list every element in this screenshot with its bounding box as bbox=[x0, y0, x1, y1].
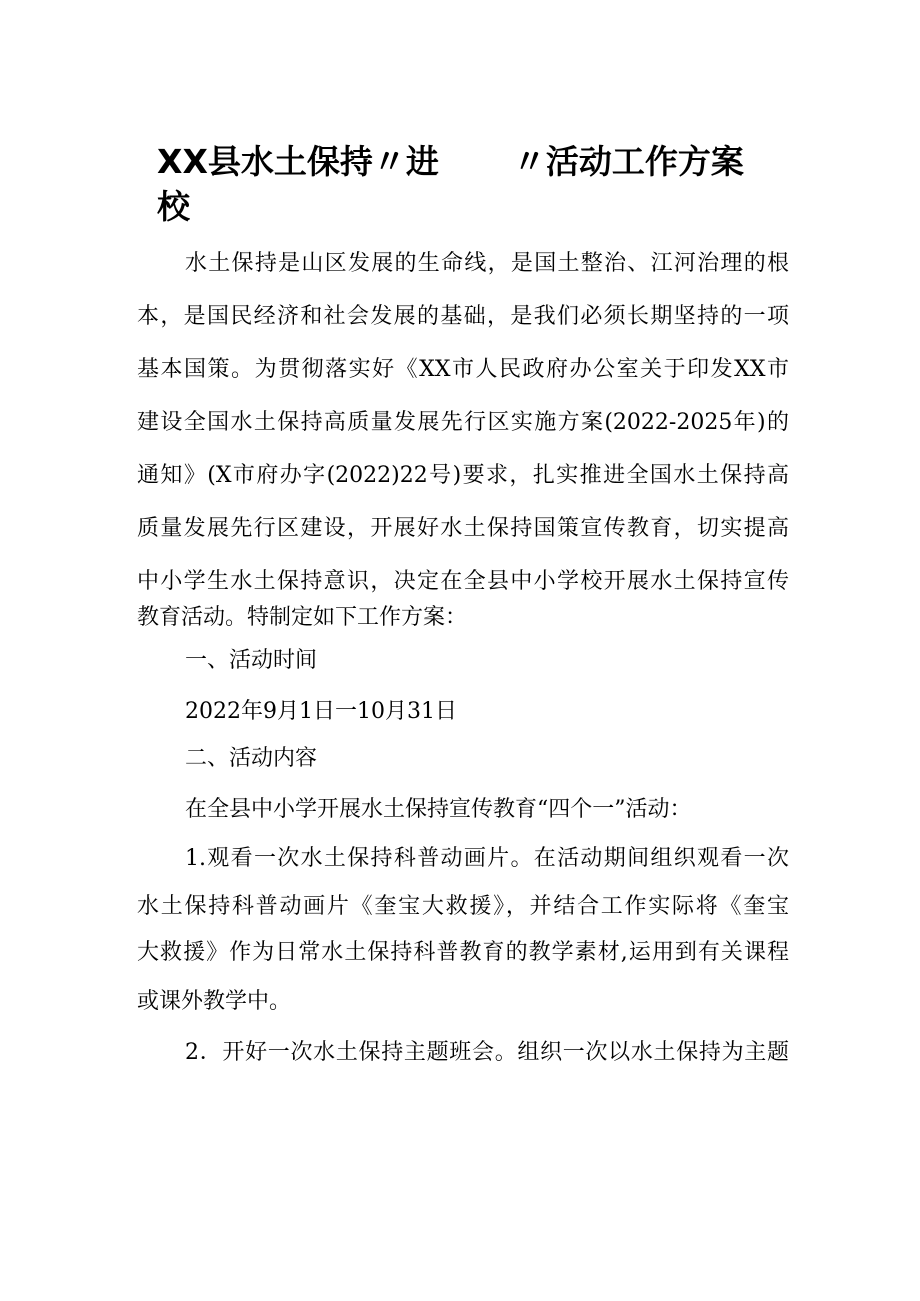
item-1-line-3: 大救援》作为日常水土保持科普教育的教学素材,运用到有关课程 bbox=[137, 940, 789, 965]
intro-line-4: 建设全国水土保持高质量发展先行区实施方案(2022-2025年)的 bbox=[137, 410, 789, 435]
intro-line-5: 通知》(X市府办字(2022)22号)要求，扎实推进全国水土保持高 bbox=[137, 463, 789, 488]
section-2-intro: 在全县中小学开展水土保持宣传教育“四个一”活动： bbox=[185, 797, 692, 822]
title-part-3: 校 bbox=[157, 187, 190, 226]
section-1-heading: 一、活动时间 bbox=[185, 648, 318, 673]
item-1-line-2: 水土保持科普动画片《奎宝大救援》，并结合工作实际将《奎宝 bbox=[137, 894, 789, 919]
document-title bbox=[157, 138, 777, 186]
item-2-line-1: 2．开好一次水土保持主题班会。组织一次以水土保持为主题 bbox=[185, 1040, 789, 1065]
section-1-content: 2022年9月1日一10月31日 bbox=[185, 699, 457, 724]
intro-line-1: 水土保持是山区发展的生命线，是国土整治、江河治理的根 bbox=[185, 251, 789, 276]
section-2-heading: 二、活动内容 bbox=[185, 746, 318, 771]
item-1-line-1: 1.观看一次水土保持科普动画片。在活动期间组织观看一次 bbox=[185, 846, 789, 871]
intro-line-6: 质量发展先行区建设，开展好水土保持国策宣传教育，切实提高 bbox=[137, 516, 789, 541]
title-part-2: 〃活动工作方案 bbox=[512, 142, 744, 181]
intro-line-7: 中小学生水土保持意识，决定在全县中小学校开展水土保持宣传 bbox=[137, 569, 789, 594]
intro-line-3: 基本国策。为贯彻落实好《XX市人民政府办公室关于印发XX市 bbox=[137, 357, 789, 382]
item-1-line-4: 或课外教学中。 bbox=[137, 989, 292, 1014]
title-part-1: XX县水土保持〃进 bbox=[157, 142, 439, 181]
intro-line-8: 教育活动。特制定如下工作方案： bbox=[137, 605, 468, 630]
intro-line-2: 本，是国民经济和社会发展的基础，是我们必须长期坚持的一项 bbox=[137, 304, 789, 329]
